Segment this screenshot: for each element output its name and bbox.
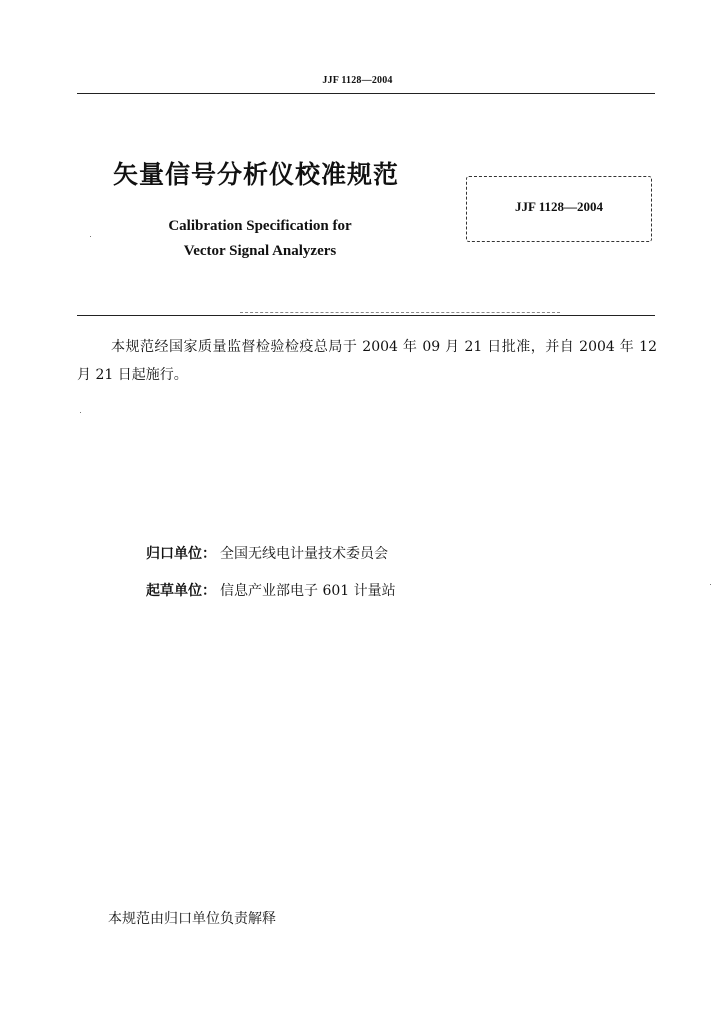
header-standard-code: JJF 1128—2004	[322, 75, 393, 86]
responsible-unit-value: 全国无线电计量技术委员会	[220, 546, 388, 562]
standard-code-box	[466, 176, 652, 242]
interpretation-note: 本规范由归口单位负责解释	[108, 911, 276, 927]
header-rule	[77, 93, 655, 94]
title-chinese: 矢量信号分析仪校准规范	[113, 160, 400, 189]
drafting-unit-value: 信息产业部电子 601 计量站	[220, 583, 396, 599]
section-rule-dashed	[240, 312, 560, 313]
standard-code-box-text: JJF 1128—2004	[515, 199, 603, 214]
approval-paragraph: 本规范经国家质量监督检验检疫总局于 2004 年 09 月 21 日批准，并自 2004 年 12 月 21 日起施行。	[77, 339, 657, 383]
responsible-unit-row	[146, 543, 388, 565]
title-english-line-2: Vector Signal Analyzers	[183, 243, 337, 259]
title-english-line-1: Calibration Specification for	[168, 218, 352, 234]
drafting-unit-label: 起草单位：	[146, 583, 216, 599]
scan-speck	[80, 412, 81, 413]
drafting-unit-row	[146, 580, 396, 602]
responsible-unit-label: 归口单位：	[146, 546, 216, 562]
scan-speck	[90, 236, 91, 237]
scan-speck	[710, 584, 711, 585]
section-rule	[77, 315, 655, 316]
